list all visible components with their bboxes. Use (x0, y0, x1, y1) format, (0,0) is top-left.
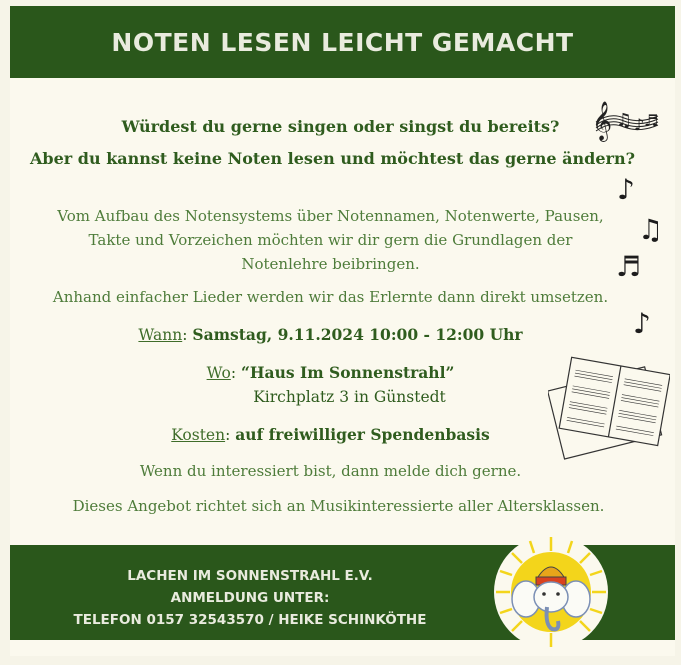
description-line-4: Anhand einfacher Lieder werden wir das Erlernte dann direkt umsetzen. (52, 288, 609, 306)
cost-label: Kosten (171, 426, 226, 444)
phone-contact: TELEFON 0157 32543570 / HEIKE SCHINKÖTHE (73, 612, 427, 628)
beamed-notes-icon: ♫ (638, 213, 664, 246)
eighth-note-icon: ♪ (617, 173, 635, 206)
header-banner (10, 6, 675, 78)
ganesha-sun-logo (492, 533, 610, 651)
description-line-3: Notenlehre beibringen. (241, 255, 420, 273)
description-line-2: Takte und Vorzeichen möchten wir dir gern die Grundlagen der (88, 231, 573, 249)
where-row: Wo: “Haus Im Sonnenstrahl” (206, 363, 455, 382)
cost-row: Kosten: auf freiwilliger Spendenbasis (171, 425, 490, 444)
cost-value: auf freiwilliger Spendenbasis (235, 425, 490, 444)
intro-question-1: Würdest du gerne singen oder singst du bereits? (121, 117, 560, 136)
svg-text:♪: ♪ (634, 115, 645, 134)
org-name: LACHEN IM SONNENSTRAHL E.V. (127, 568, 373, 584)
beamed-notes-icon: ♬ (616, 250, 642, 283)
when-row: Wann: Samstag, 9.11.2024 10:00 - 12:00 Uhr (138, 325, 523, 344)
when-value: Samstag, 9.11.2024 10:00 - 12:00 Uhr (192, 325, 523, 344)
page-title: NOTEN LESEN LEICHT GEMACHT (111, 27, 574, 57)
svg-text:♬: ♬ (644, 111, 659, 130)
closing-line-2: Dieses Angebot richtet sich an Musikinteressierte aller Altersklassen. (72, 497, 605, 515)
description-line-1: Vom Aufbau des Notensystems über Notennamen, Notenwerte, Pausen, (57, 207, 604, 225)
closing-line-1: Wenn du interessiert bist, dann melde dich gerne. (139, 462, 522, 480)
where-address: Kirchplatz 3 in Günstedt (253, 388, 446, 406)
eighth-note-icon: ♪ (633, 307, 651, 340)
sheet-music-icon (548, 355, 670, 465)
intro-question-2: Aber du kannst keine Noten lesen und möchtest das gerne ändern? (30, 149, 635, 168)
when-label: Wann (138, 326, 183, 344)
contact-info (60, 565, 440, 631)
where-label: Wo (206, 364, 231, 382)
signup-label: ANMELDUNG UNTER: (170, 590, 330, 606)
where-value: “Haus Im Sonnenstrahl” (240, 363, 455, 382)
svg-text:♫: ♫ (616, 110, 633, 131)
svg-text:𝄞: 𝄞 (592, 101, 613, 141)
